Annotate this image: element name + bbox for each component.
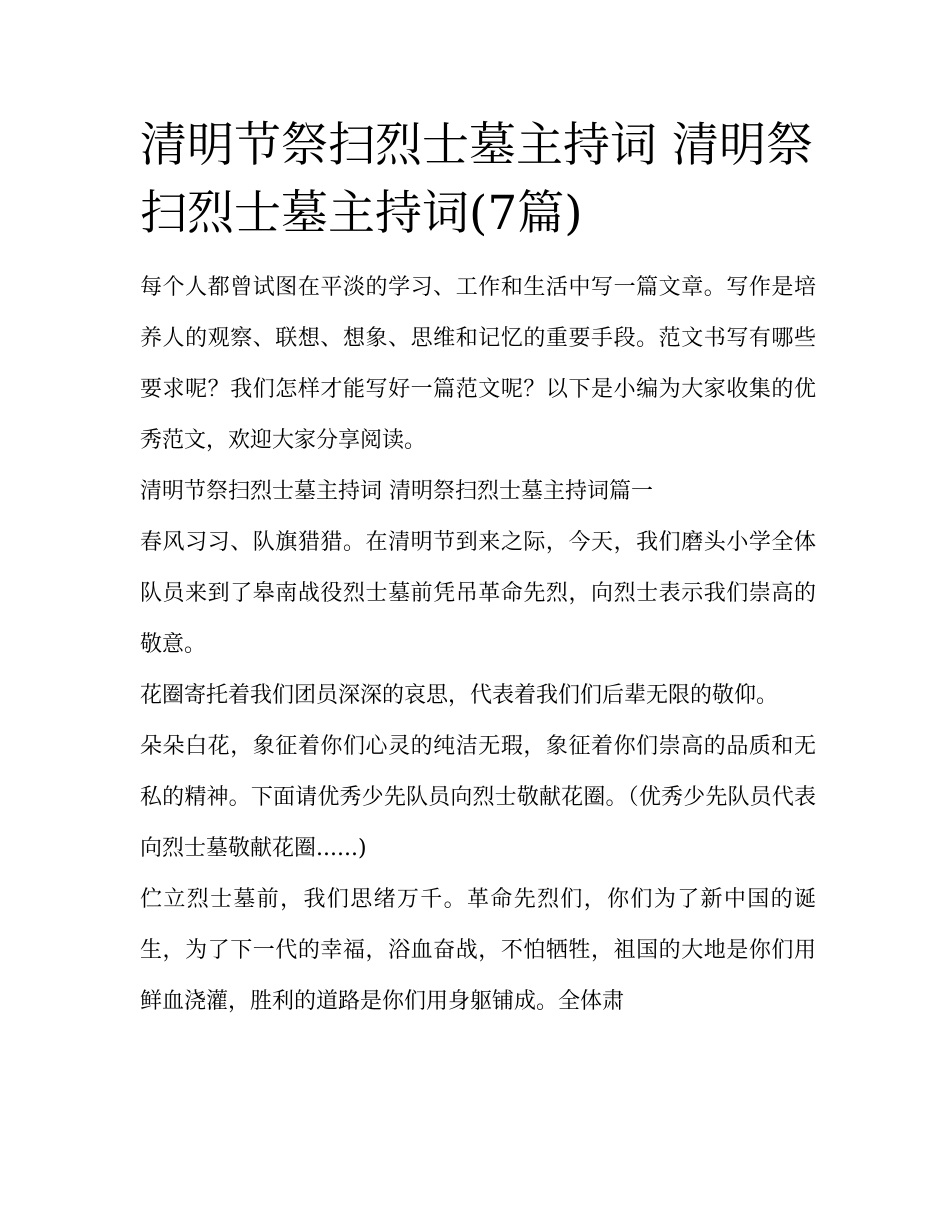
body-paragraph: 花圈寄托着我们团员深深的哀思，代表着我们们后辈无限的敬仰。 <box>140 683 779 708</box>
document-body <box>140 112 816 1027</box>
section-heading: 清明节祭扫烈士墓主持词 清明祭扫烈士墓主持词篇一 <box>140 479 653 504</box>
body-paragraph: 朵朵白花，象征着你们心灵的纯洁无瑕，象征着你们崇高的品质和无私的精神。下面请优秀少先队员向烈士敬献花圈。（优秀少先队员代表向烈士墓敬献花圈......) <box>140 734 816 861</box>
body-paragraph: 春风习习、队旗猎猎。在清明节到来之际，今天，我们磨头小学全体队员来到了皋南战役烈士墓前凭吊革命先烈，向烈士表示我们崇高的敬意。 <box>140 530 816 657</box>
body-paragraph: 伫立烈士墓前，我们思绪万千。革命先烈们，你们为了新中国的诞生，为了下一代的幸福，浴血奋战，不怕牺牲，祖国的大地是你们用鲜血浇灌，胜利的道路是你们用身躯铺成。全体肃 <box>140 887 816 1014</box>
document-title: 清明节祭扫烈士墓主持词 清明祭扫烈士墓主持词(7篇) <box>140 118 813 241</box>
intro-paragraph: 每个人都曾试图在平淡的学习、工作和生活中写一篇文章。写作是培养人的观察、联想、想象、思维和记忆的重要手段。范文书写有哪些要求呢？我们怎样才能写好一篇范文呢？以下是小编为大家收集的优秀范文，欢迎大家分享阅读。 <box>140 275 816 453</box>
